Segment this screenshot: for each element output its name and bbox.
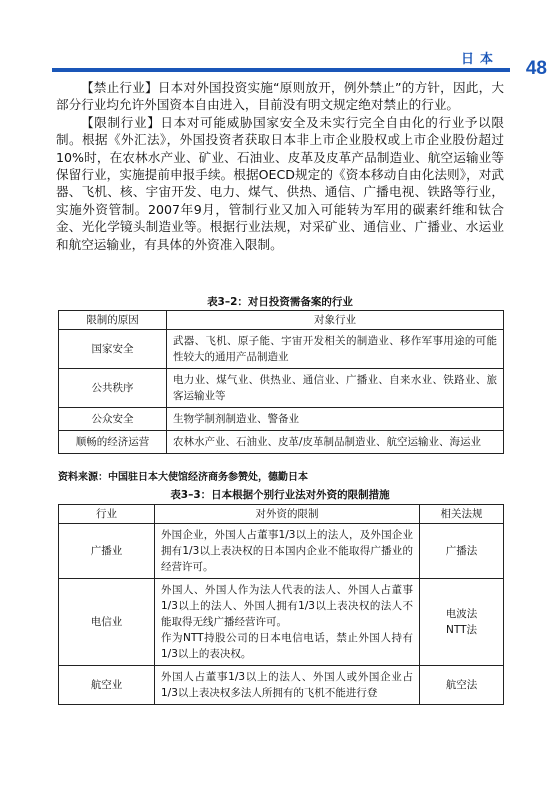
restriction-text: 外国企业，外国人占董事1/3以上的法人，及外国企业拥有1/3以上表决权的日本国内企业不能取得广播业的经营许可。 [161,529,413,573]
table-row [59,369,504,408]
law-name: NTT法 [446,624,477,636]
table-row [59,666,504,705]
restriction-cell [155,666,420,705]
table-sector-restrictions [58,504,504,705]
paragraph-prohibited: 【禁止行业】日本对外国投资实施“原则放开，例外禁止”的方针，因此，大部分行业均允许外国资本自由进入，目前没有明文规定绝对禁止的行业。 [56,80,504,113]
law-name: 航空法 [445,679,478,691]
header-country: 日本 [460,52,499,67]
table2-caption: 表3–3：日本根据个别行业法对外资的限制措施 [170,489,390,501]
table1-source: 资料来源：中国驻日本大使馆经济商务参赞处，德勤日本 [58,472,308,483]
law-cell [420,579,504,666]
table-header-row [59,311,504,330]
paragraph-restricted: 【限制行业】日本对可能威胁国家安全及未实行完全自由化的行业予以限制。根据《外汇法》，外国投资者获取日本非上市企业股权或上市企业股份超过10%时，在农林水产业、矿业、石油业、皮革及皮革产品制造业、航空运输业等保留行业，实施提前申报手续。根据OECD规定的《资本移动自由化法则》，对武器、飞机、核、宇宙开发、电力、煤气、供热、通信、广播电视、铁路等行业，实施外资管制。2007年9月，管制行业又加入可能转为军用的碳素纤维和钛合金、光化学镜头制造业等。根据行业法规，对采矿业、通信业、广播业、水运业和航空运输业，有具体的外资准入限制。 [56,114,504,252]
table-row [59,408,504,431]
header-rule [52,68,510,72]
body-text [56,79,504,253]
industry-cell: 航空业 [59,666,155,705]
restriction-text: 外国人、外国人作为法人代表的法人、外国人占董事1/3以上的法人、外国人拥有1/3以上表决权的法人不能取得无线广播经营许可。 [161,584,413,628]
table-row [59,330,504,369]
table-row [59,431,504,454]
table-filing-industries [58,310,504,454]
table-row [59,524,504,579]
restriction-text: 外国人占董事1/3以上的法人、外国人或外国企业占1/3以上表决权多法人所拥有的飞机不能进行登 [161,671,413,699]
reason-cell: 国家安全 [59,330,167,369]
table1-caption: 表3–2：对日投资需备案的行业 [207,296,353,308]
table-row [59,579,504,666]
law-cell [420,666,504,705]
column-header: 行业 [59,505,155,524]
column-header: 对外资的限制 [155,505,420,524]
industry-cell: 武器、飞机、原子能、宇宙开发相关的制造业、移作军事用途的可能性较大的通用产品制造业 [167,330,504,369]
column-header: 相关法规 [420,505,504,524]
page-number: 48 [525,58,547,79]
industry-cell: 农林水产业、石油业、皮革/皮革制品制造业、航空运输业、海运业 [167,431,504,454]
restriction-cell [155,579,420,666]
restriction-cell [155,524,420,579]
column-header: 对象行业 [167,311,504,330]
industry-cell: 广播业 [59,524,155,579]
reason-cell: 顺畅的经济运营 [59,431,167,454]
table-header-row [59,505,504,524]
column-header: 限制的原因 [59,311,167,330]
industry-cell: 电信业 [59,579,155,666]
law-name: 电波法 [445,608,478,620]
reason-cell: 公共秩序 [59,369,167,408]
industry-cell: 电力业、煤气业、供热业、通信业、广播业、自来水业、铁路业、旅客运输业等 [167,369,504,408]
industry-cell: 生物学制剂制造业、警备业 [167,408,504,431]
reason-cell: 公众安全 [59,408,167,431]
restriction-text: 作为NTT持股公司的日本电信电话，禁止外国人持有1/3以上的表决权。 [161,632,413,660]
law-cell [420,524,504,579]
law-name: 广播法 [445,545,478,557]
